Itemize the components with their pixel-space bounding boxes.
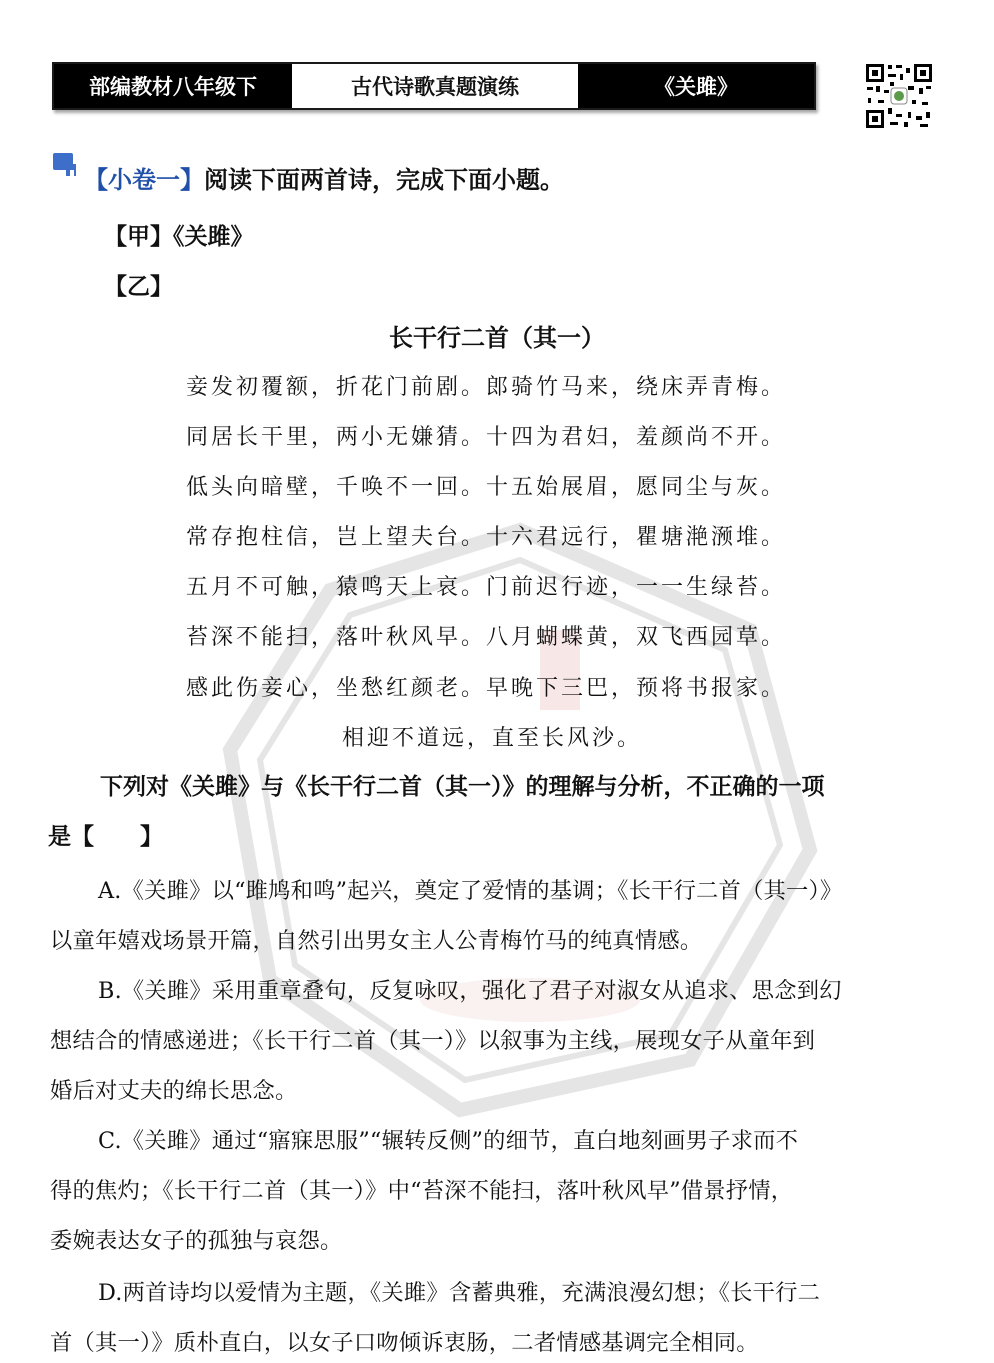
poem-line: 感此伤妾心，坐愁红颜老。早晚下三巴，预将书报家。 [186, 676, 787, 701]
option-c-line: C.《关雎》通过“寤寐思服”“辗转反侧”的细节，直白地刻画男子求而不 [98, 1128, 799, 1154]
header-topic: 古代诗歌真题演练 [292, 64, 578, 108]
question-text-cont: 是【 】 [48, 824, 163, 850]
option-a-line: A.《关雎》以“雎鸠和鸣”起兴，奠定了爱情的基调；《长干行二首（其一）》 [98, 878, 843, 904]
option-c-line: 委婉表达女子的孤独与哀怨。 [50, 1228, 343, 1254]
qr-code-icon [864, 62, 934, 130]
label-yi: 【乙】 [104, 274, 173, 300]
question-text: 下列对《关雎》与《长干行二首（其一）》的理解与分析，不正确的一项 [100, 774, 825, 800]
header-grade: 部编教材八年级下 [54, 64, 292, 108]
label-jia: 【甲】《关雎》 [104, 224, 254, 250]
header-poem: 《关雎》 [578, 64, 814, 108]
poem-line: 相迎不道远，直至长风沙。 [342, 726, 643, 751]
poem-line: 同居长干里，两小无嫌猜。十四为君妇，羞颜尚不开。 [186, 425, 787, 450]
option-b-line: 婚后对丈夫的绵长思念。 [50, 1078, 298, 1104]
section-flag-icon [52, 152, 78, 178]
option-d-line: 首（其一）》质朴直白，以女子口吻倾诉衷肠，二者情感基调完全相同。 [50, 1330, 759, 1356]
section-heading [84, 160, 564, 195]
header-bar [52, 62, 816, 110]
option-c-line: 得的焦灼；《长干行二首（其一）》中“苔深不能扫，落叶秋风早”借景抒情， [50, 1178, 794, 1204]
section-instruction: 阅读下面两首诗，完成下面小题。 [204, 166, 564, 194]
option-b-line: B.《关雎》采用重章叠句，反复咏叹，强化了君子对淑女从追求、思念到幻 [98, 978, 842, 1004]
poem-title: 长干行二首（其一） [389, 324, 605, 352]
poem-line: 低头向暗壁，千唤不一回。十五始展眉，愿同尘与灰。 [186, 475, 787, 500]
poem-line: 妾发初覆额，折花门前剧。郎骑竹马来，绕床弄青梅。 [186, 375, 787, 400]
option-d-line: D.两首诗均以爱情为主题，《关雎》含蓄典雅，充满浪漫幻想；《长干行二 [98, 1280, 821, 1306]
section-tag: 【小卷一】 [84, 166, 204, 194]
poem-line: 苔深不能扫，落叶秋风早。八月蝴蝶黄，双飞西园草。 [186, 625, 787, 650]
option-b-line: 想结合的情感递进；《长干行二首（其一）》以叙事为主线，展现女子从童年到 [50, 1028, 816, 1054]
poem-line: 五月不可触，猿鸣天上哀。门前迟行迹，一一生绿苔。 [186, 575, 787, 600]
option-a-line: 以童年嬉戏场景开篇，自然引出男女主人公青梅竹马的纯真情感。 [50, 928, 703, 954]
poem-line: 常存抱柱信，岂上望夫台。十六君远行，瞿塘滟滪堆。 [186, 525, 787, 550]
